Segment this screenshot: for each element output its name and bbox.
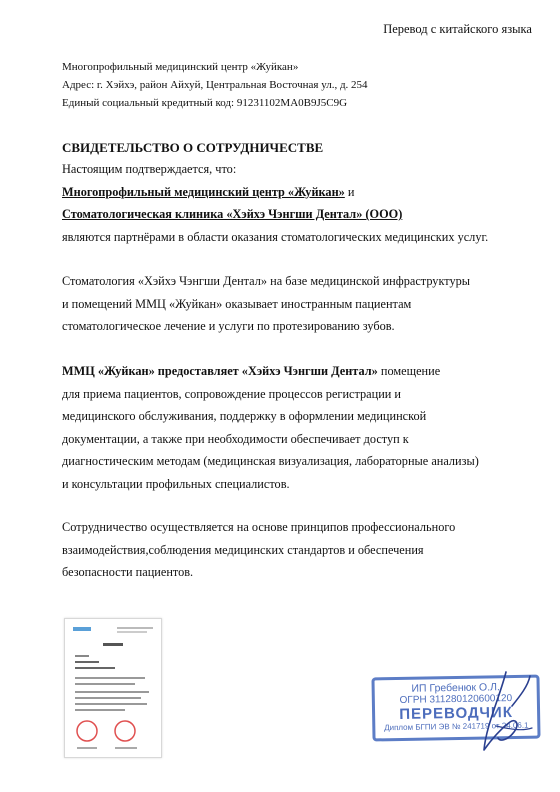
signature-icon	[476, 666, 536, 758]
stamp-name: ИП Гребенюк О.Л.	[411, 681, 500, 695]
conjunction: и	[344, 184, 355, 199]
party1-name: Многопрофильный медицинский центр «Жуйкан»	[62, 184, 345, 199]
stamp-title: ПЕРЕВОДЧИК	[399, 704, 514, 723]
translation-note: Перевод с китайского языка	[383, 22, 532, 36]
services-line-3: стоматологическое лечение и услуги по протезированию зубов.	[62, 319, 395, 333]
principles-line-3: безопасности пациентов.	[62, 565, 194, 579]
header-address: Адрес: г. Хэйхэ, район Айхуй, Центральная Восточная ул., д. 254	[62, 79, 368, 91]
provision-line-1-rest: помещение	[377, 364, 441, 378]
party2-line	[62, 203, 532, 226]
principles-line-2: взаимодействия,соблюдения медицинских стандартов и обеспечения	[62, 542, 424, 557]
paragraph-provision	[62, 360, 532, 495]
document-title: СВИДЕТЕЛЬСТВО О СОТРУДНИЧЕСТВЕ	[62, 140, 324, 155]
party1-line	[62, 181, 532, 204]
provision-line-3: медицинского обслуживания, поддержку в оформлении медицинской	[62, 409, 427, 423]
header-org: Многопрофильный медицинский центр «Жуйкан»	[62, 61, 299, 73]
services-line-2: и помещений ММЦ «Жуйкан» оказывает иностранным пациентам	[62, 296, 412, 311]
provision-line-1	[62, 360, 532, 383]
provision-line-6: и консультации профильных специалистов.	[62, 476, 290, 491]
provision-line-5: диагностическим методам (медицинская визуализация, лабораторные анализы)	[62, 454, 479, 468]
services-line-1: Стоматология «Хэйхэ Чэнгши Дентал» на базе медицинской инфраструктуры	[62, 274, 471, 288]
provision-bold: ММЦ «Жуйкан» предоставляет «Хэйхэ Чэнгши Дентал»	[62, 364, 378, 378]
provision-line-2: для приема пациентов, сопровождение процессов регистрации и	[62, 386, 402, 401]
original-document-graphic	[65, 619, 161, 757]
paragraph-services	[62, 270, 532, 338]
principles-line-1: Сотрудничество осуществляется на основе принципов профессионального	[62, 520, 456, 534]
provision-line-4: документации, а также при необходимости обеспечивает доступ к	[62, 431, 409, 446]
paragraph-partners	[62, 158, 532, 248]
partners-tail: являются партнёрами в области оказания стоматологических медицинских услуг.	[62, 229, 489, 244]
stamp-ogrn: ОГРН 311280120600120	[399, 693, 513, 706]
intro-line: Настоящим подтверждается, что:	[62, 162, 237, 176]
paragraph-principles	[62, 516, 532, 584]
header-code: Единый социальный кредитный код: 91231102MA0B9J5C9G	[62, 97, 348, 109]
stamp-diploma: Диплом БГПИ ЭВ № 241719 от 24.06.1	[384, 720, 529, 733]
party2-name: Стоматологическая клиника «Хэйхэ Чэнгши Дентал» (ООО)	[62, 207, 403, 221]
original-document-thumbnail	[64, 618, 162, 758]
